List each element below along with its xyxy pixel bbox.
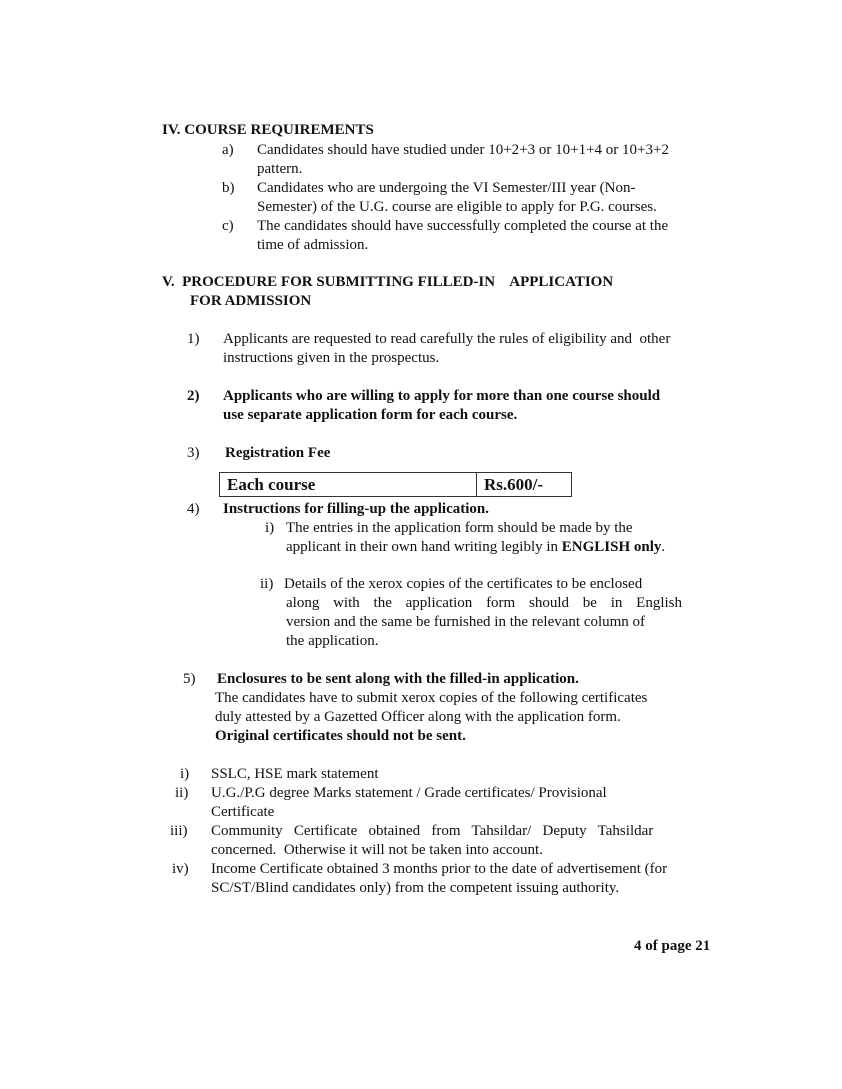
- item-2-line-1: Applicants who are willing to apply for more than one course should: [223, 388, 661, 404]
- item-2-line-2: use separate application form for each course.: [223, 407, 518, 423]
- item-3-marker: 3): [187, 445, 200, 461]
- item-a-line-2: pattern.: [257, 161, 303, 177]
- instruction-i-marker: i): [265, 520, 275, 536]
- item-b-marker: b): [222, 180, 235, 196]
- item-2-marker: 2): [187, 388, 200, 404]
- instruction-ii-marker: ii): [260, 576, 274, 592]
- section-4-heading: IV. COURSE REQUIREMENTS: [162, 122, 374, 138]
- item-c-line-2: time of admission.: [257, 237, 369, 253]
- item-5-title: Enclosures to be sent along with the filled-in application.: [217, 671, 579, 687]
- item-1-line-1: Applicants are requested to read carefully the rules of eligibility and other: [223, 331, 671, 347]
- instruction-ii-line-2: along with the application form should be in English: [286, 595, 682, 611]
- instruction-ii-line-1: Details of the xerox copies of the certificates to be enclosed: [284, 576, 643, 592]
- item-a-marker: a): [222, 142, 234, 158]
- enclosure-ii-line-1: U.G./P.G degree Marks statement / Grade certificates/ Provisional: [211, 785, 607, 801]
- item-1-marker: 1): [187, 331, 200, 347]
- instruction-i-line-1: The entries in the application form should be made by the: [286, 520, 633, 536]
- fee-amount-cell: Rs.600/-: [477, 473, 572, 497]
- enclosure-ii-marker: ii): [175, 785, 189, 801]
- enclosure-ii-line-2: Certificate: [211, 804, 275, 820]
- item-c-line-1: The candidates should have successfully completed the course at the: [257, 218, 669, 234]
- instruction-i-english-only: ENGLISH only: [561, 539, 662, 555]
- enclosure-iii-line-2: concerned. Otherwise it will not be taken into account.: [211, 842, 543, 858]
- item-4-marker: 4): [187, 501, 200, 517]
- enclosure-iii-marker: iii): [170, 823, 188, 839]
- section-5-heading-line-1: V. PROCEDURE FOR SUBMITTING FILLED-IN APPLICATION: [162, 274, 614, 290]
- item-b-line-1: Candidates who are undergoing the VI Semester/III year (Non-: [257, 180, 636, 196]
- instruction-i-line-2-text: applicant in their own hand writing legibly in: [286, 539, 562, 555]
- enclosure-iii-line-1: Community Certificate obtained from Tahsildar/ Deputy Tahsildar: [211, 823, 654, 839]
- item-5-bold-note: Original certificates should not be sent.: [215, 728, 466, 744]
- instruction-ii-line-3: version and the same be furnished in the relevant column of: [286, 614, 646, 630]
- item-1-line-2: instructions given in the prospectus.: [223, 350, 440, 366]
- page-number: 4 of page 21: [634, 938, 711, 954]
- item-5-line-1: The candidates have to submit xerox copies of the following certificates: [215, 690, 648, 706]
- item-a-line-1: Candidates should have studied under 10+2+3 or 10+1+4 or 10+3+2: [257, 142, 669, 158]
- instruction-ii-line-4: the application.: [286, 633, 379, 649]
- enclosure-iv-line-1: Income Certificate obtained 3 months prior to the date of advertisement (for: [211, 861, 668, 877]
- item-b-line-2: Semester) of the U.G. course are eligible to apply for P.G. courses.: [257, 199, 657, 215]
- enclosure-iv-marker: iv): [172, 861, 189, 877]
- enclosure-i-line-1: SSLC, HSE mark statement: [211, 766, 379, 782]
- item-5-line-2: duly attested by a Gazetted Officer along with the application form.: [215, 709, 621, 725]
- fee-table-row: [220, 473, 572, 497]
- fee-course-cell: Each course: [220, 473, 477, 497]
- item-4-title: Instructions for filling-up the application.: [223, 501, 490, 517]
- registration-fee-table: [219, 472, 572, 497]
- enclosure-i-marker: i): [180, 766, 190, 782]
- registration-fee-label: Registration Fee: [225, 445, 331, 461]
- instruction-i-line-2: [286, 538, 665, 557]
- item-5-marker: 5): [183, 671, 196, 687]
- enclosure-iv-line-2: SC/ST/Blind candidates only) from the competent issuing authority.: [211, 880, 620, 896]
- item-c-marker: c): [222, 218, 234, 234]
- section-5-heading-line-2: FOR ADMISSION: [190, 293, 312, 309]
- instruction-i-line-2-end: .: [661, 539, 666, 555]
